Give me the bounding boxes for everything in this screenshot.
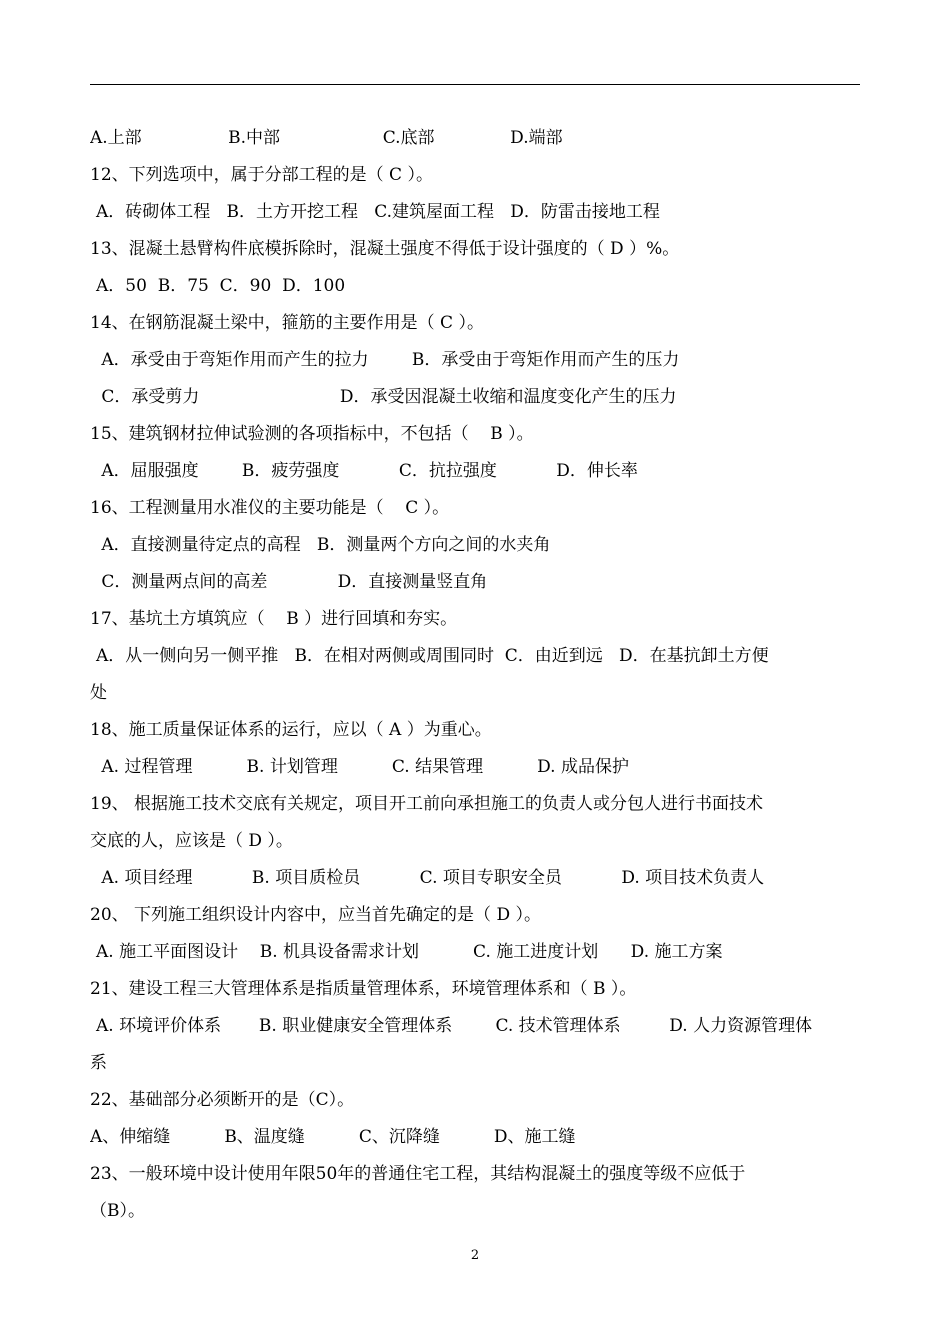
- question-17: 17、基坑土方填筑应（ B ）进行回填和夯实。: [90, 609, 458, 629]
- question-15: 15、建筑钢材拉伸试验测的各项指标中，不包括（ B ）。: [90, 424, 534, 444]
- options-line-19: A. 项目经理 B. 项目质检员 C. 项目专职安全员 D. 项目技术负责人: [96, 868, 765, 888]
- options-line-18: A. 过程管理 B. 计划管理 C. 结果管理 D. 成品保护: [96, 757, 629, 777]
- question-16: 16、工程测量用水准仪的主要功能是（ C ）。: [90, 498, 450, 518]
- question-13: 13、混凝土悬臂构件底模拆除时，混凝土强度不得低于设计强度的（ D ）%。: [90, 239, 680, 259]
- header-rule: [90, 84, 860, 85]
- options-line-17a: A．从一侧向另一侧平推 B．在相对两侧或周围同时 C．由近到远 D．在基抗卸土方便: [96, 646, 769, 666]
- question-12: 12、下列选项中，属于分部工程的是（ C ）。: [90, 165, 433, 185]
- question-19a: 19、 根据施工技术交底有关规定，项目开工前向承担施工的负责人或分包人进行书面技术: [90, 794, 764, 814]
- options-line-17b: 处: [90, 683, 107, 703]
- options-line-15: A．屈服强度 B．疲劳强度 C．抗拉强度 D．伸长率: [96, 461, 638, 481]
- page-number: 2: [470, 1248, 480, 1263]
- question-23a: 23、一般环境中设计使用年限50年的普通住宅工程，其结构混凝土的强度等级不应低于: [90, 1164, 746, 1184]
- question-19b: 交底的人，应该是（ D ）。: [90, 831, 293, 851]
- question-20: 20、 下列施工组织设计内容中，应当首先确定的是（ D ）。: [90, 905, 541, 925]
- document-body: [90, 120, 860, 1230]
- question-14: 14、在钢筋混凝土梁中，箍筋的主要作用是（ C ）。: [90, 313, 484, 333]
- options-line-21b: 系: [90, 1053, 107, 1073]
- options-line-14a: A．承受由于弯矩作用而产生的拉力 B．承受由于弯矩作用而产生的压力: [96, 350, 680, 370]
- question-21: 21、建设工程三大管理体系是指质量管理体系，环境管理体系和（ B ）。: [90, 979, 637, 999]
- options-line-21a: A. 环境评价体系 B. 职业健康安全管理体系 C. 技术管理体系 D. 人力资源管理体: [96, 1016, 813, 1036]
- options-line-12: A．砖砌体工程 B．土方开挖工程 C.建筑屋面工程 D．防雷击接地工程: [96, 202, 660, 222]
- question-23b: （B）。: [90, 1201, 145, 1221]
- options-line-11: A.上部 B.中部 C.底部 D.端部: [90, 128, 563, 148]
- options-line-16b: C．测量两点间的高差 D．直接测量竖直角: [96, 572, 488, 592]
- options-line-22: A、伸缩缝 B、温度缝 C、沉降缝 D、施工缝: [90, 1127, 576, 1147]
- options-line-14b: C．承受剪力 D．承受因混凝土收缩和温度变化产生的压力: [96, 387, 677, 407]
- question-18: 18、施工质量保证体系的运行，应以（ A ）为重心。: [90, 720, 492, 740]
- question-22: 22、基础部分必须断开的是（C）。: [90, 1090, 355, 1110]
- options-line-13: A．50 B．75 C．90 D．100: [96, 276, 346, 296]
- options-line-16a: A．直接测量待定点的高程 B．测量两个方向之间的水夹角: [96, 535, 551, 555]
- options-line-20: A. 施工平面图设计 B. 机具设备需求计划 C. 施工进度计划 D. 施工方案: [96, 942, 723, 962]
